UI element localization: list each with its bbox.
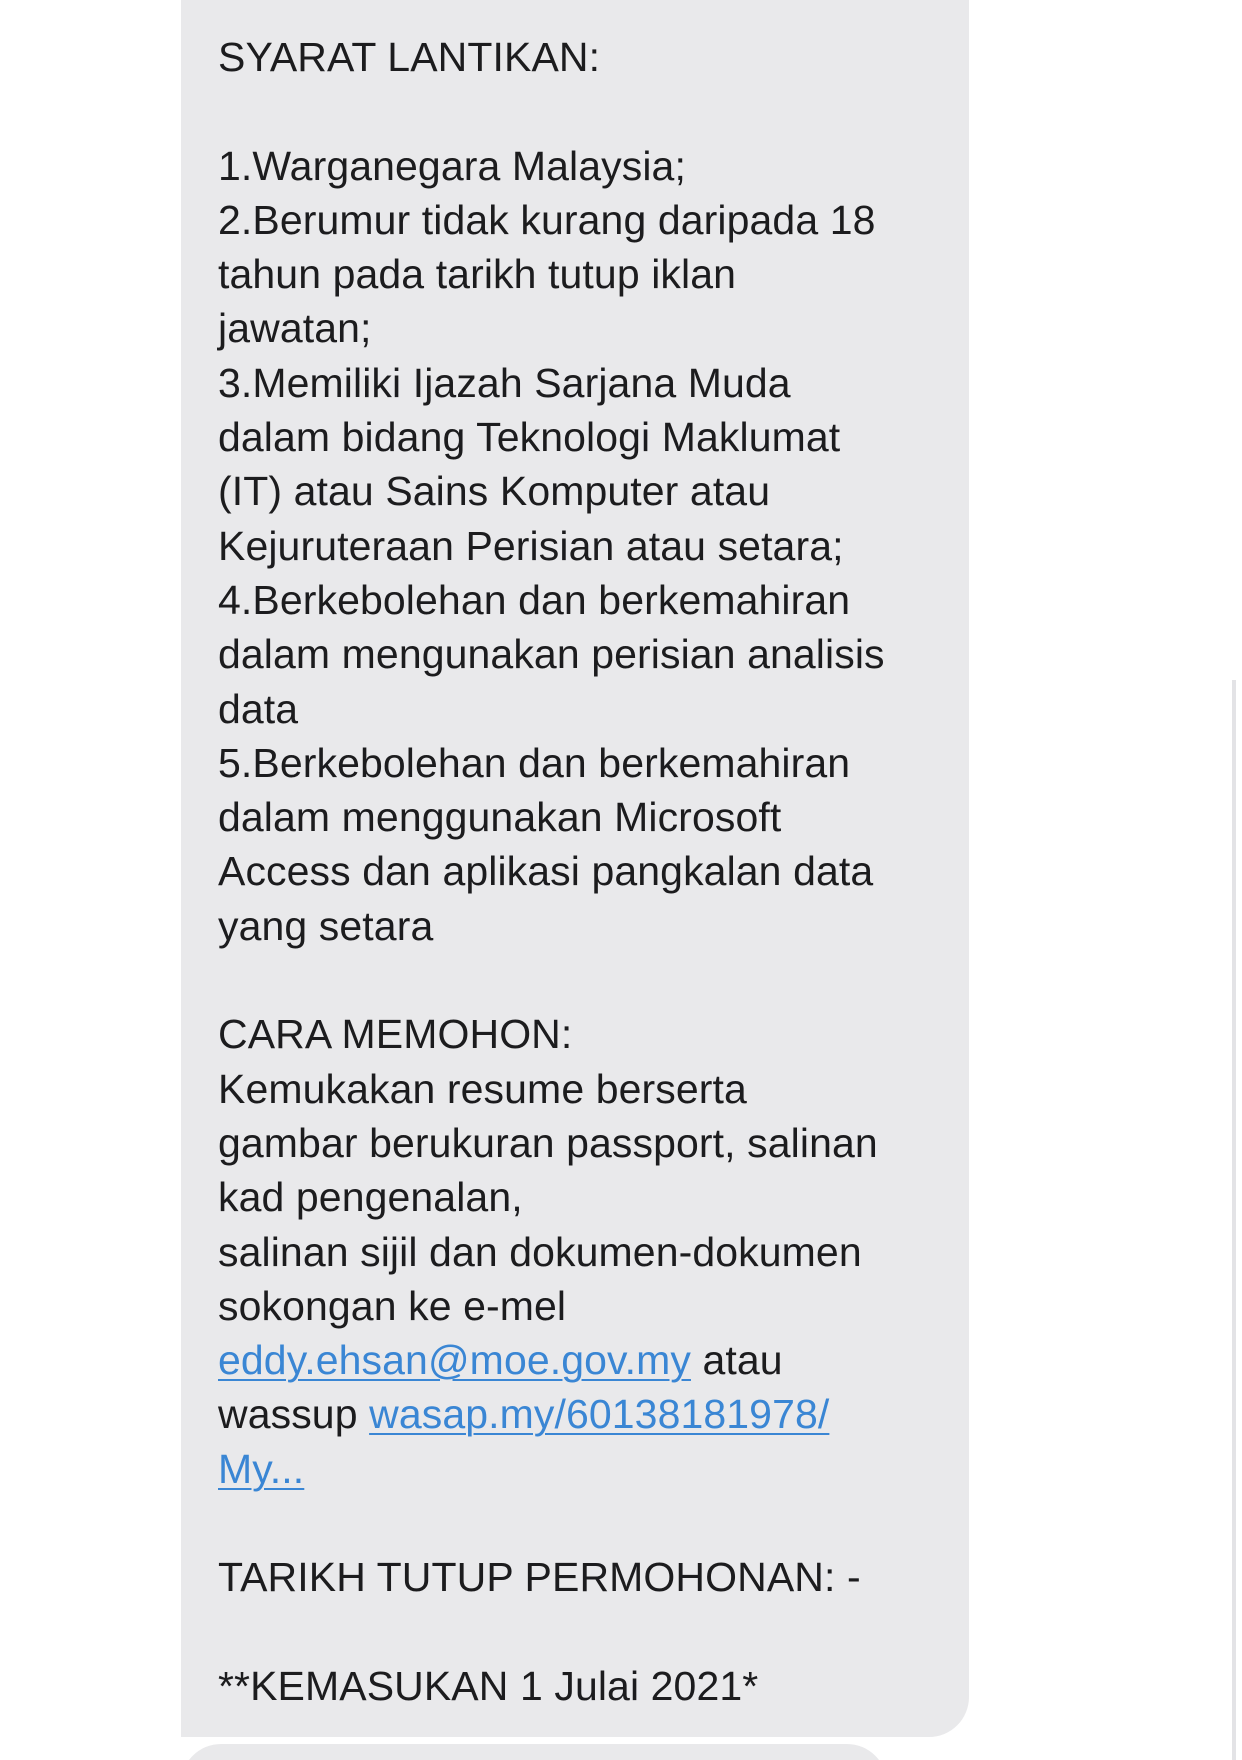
requirement-line: dalam bidang Teknologi Maklumat [218,414,841,461]
blank-line [218,1496,953,1550]
requirement-line: dalam menggunakan Microsoft [218,794,782,841]
wassup-line [218,1387,953,1441]
message-text [218,30,953,1713]
wasap-link-continued-line [218,1442,953,1496]
requirement-line: 4.Berkebolehan dan berkemahiran [218,576,851,623]
requirement-line: (IT) atau Sains Komputer atau [218,468,771,515]
scrollbar[interactable] [1232,680,1236,1760]
requirement-line: 3.Memiliki Ijazah Sarjana Muda [218,359,791,406]
apply-line: gambar berukuran passport, salinan [218,1119,878,1166]
blank-line [218,1605,953,1659]
blank-line [218,953,953,1007]
intake-note: **KEMASUKAN 1 Julai 2021* [218,1662,759,1709]
wasap-link-continued[interactable]: My... [218,1445,305,1492]
requirement-line: dalam mengunakan perisian analisis [218,631,885,678]
requirement-line: 2.Berumur tidak kurang daripada 18 [218,196,876,243]
email-link[interactable]: eddy.ehsan@moe.gov.my [218,1337,691,1384]
requirement-line: Kejuruteraan Perisian atau setara; [218,522,844,569]
closing-date: TARIKH TUTUP PERMOHONAN: - [218,1554,861,1601]
email-line [218,1333,953,1387]
requirement-line: jawatan; [218,305,372,352]
wasap-link[interactable]: wasap.my/60138181978/ [369,1391,830,1438]
apply-line: sokongan ke e-mel [218,1282,567,1329]
requirements-heading: SYARAT LANTIKAN: [218,34,601,80]
requirement-line: 1.Warganegara Malaysia; [218,142,686,189]
or-text: atau [690,1337,783,1384]
wassup-text: wassup [218,1391,370,1438]
apply-line: Kemukakan resume berserta [218,1065,747,1112]
blank-line [218,84,953,138]
next-message-bubble[interactable] [181,1744,887,1760]
apply-line: salinan sijil dan dokumen-dokumen [218,1228,862,1275]
requirement-line: tahun pada tarikh tutup iklan [218,251,737,298]
requirement-line: yang setara [218,902,434,949]
apply-heading: CARA MEMOHON: [218,1011,573,1058]
requirement-line: 5.Berkebolehan dan berkemahiran [218,739,851,786]
apply-line: kad pengenalan, [218,1174,523,1221]
requirement-line: data [218,685,299,732]
requirement-line: Access dan aplikasi pangkalan data [218,848,874,895]
